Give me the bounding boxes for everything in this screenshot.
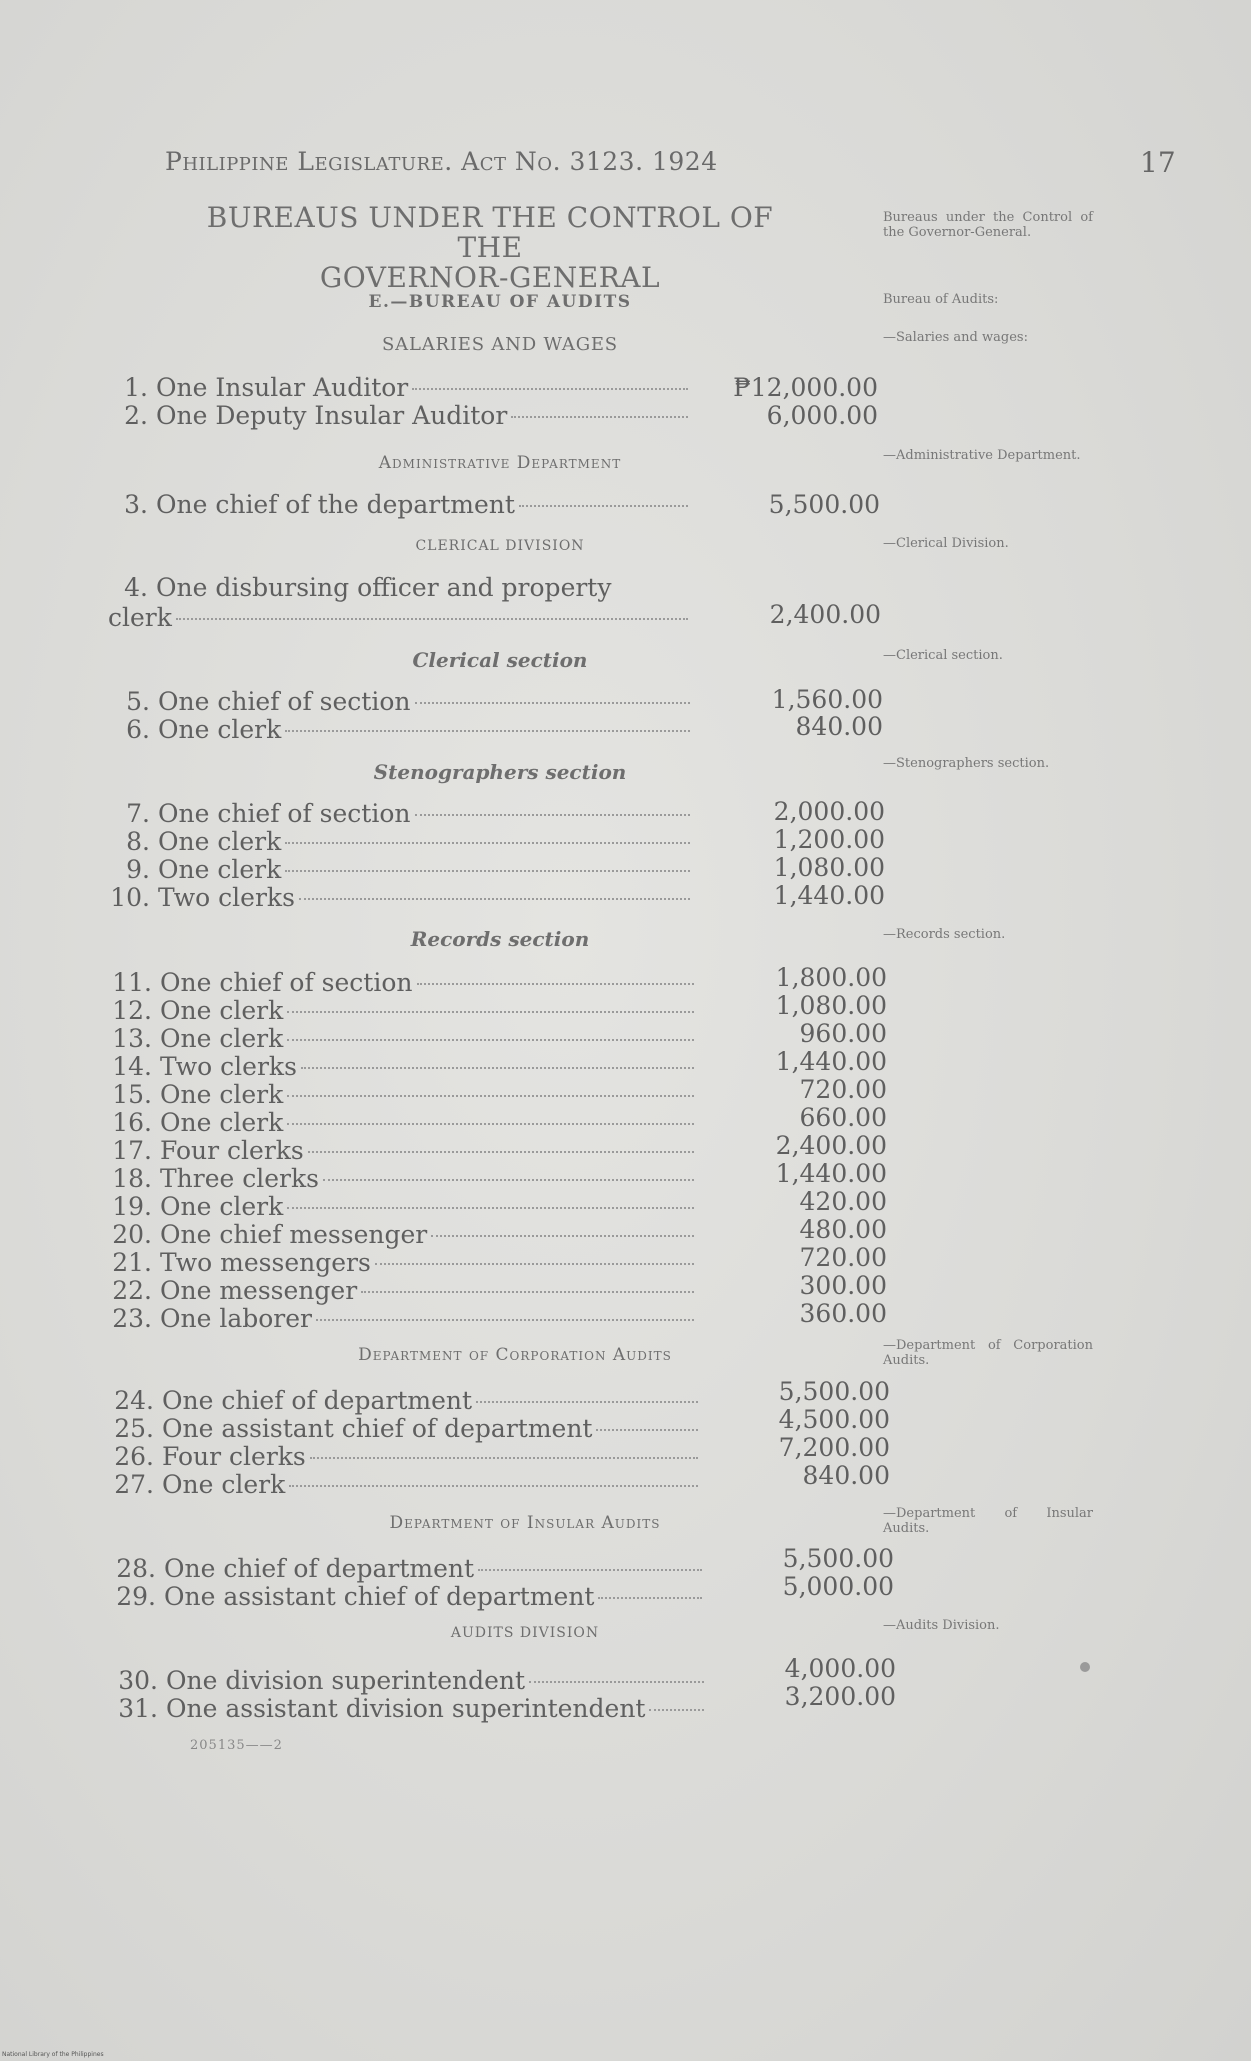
item-amount: 720.00	[799, 1243, 887, 1272]
item-amount: 3,200.00	[784, 1682, 896, 1711]
item-number: 22.	[112, 1276, 152, 1305]
item-description: Two clerks	[158, 883, 295, 912]
item-description: One chief messenger	[160, 1220, 428, 1249]
item-number: 12.	[112, 996, 152, 1025]
item-description: One chief of the department	[156, 490, 515, 519]
item-description: One assistant chief of department	[164, 1582, 595, 1611]
dot-leader	[361, 1291, 694, 1293]
dot-leader	[412, 388, 688, 390]
item-amount: 4,500.00	[778, 1405, 890, 1434]
insular-audits-heading: Department of Insular Audits	[389, 1513, 661, 1533]
item-number: 26.	[114, 1442, 154, 1471]
item-description: One Insular Auditor	[156, 373, 409, 402]
list-item-continuation	[108, 604, 692, 632]
dot-leader	[529, 1681, 704, 1683]
item-description: Four clerks	[162, 1442, 306, 1471]
list-item	[102, 884, 694, 912]
list-item	[100, 402, 692, 430]
item-amount: 2,400.00	[769, 600, 881, 629]
list-item	[104, 1277, 698, 1305]
dot-leader	[299, 898, 690, 900]
item-amount: 300.00	[799, 1271, 887, 1300]
list-item	[102, 828, 694, 856]
item-number: 20.	[112, 1220, 152, 1249]
dot-leader	[316, 1319, 694, 1321]
item-number: 6.	[126, 715, 150, 744]
item-amount: 5,500.00	[778, 1377, 890, 1406]
dot-leader	[301, 1067, 694, 1069]
dot-leader	[287, 1011, 694, 1013]
list-item	[106, 1387, 702, 1415]
list-item	[104, 1137, 698, 1165]
scan-credit: National Library of the Philippines	[2, 2051, 104, 2058]
item-number: 4.	[124, 573, 148, 602]
item-amount: 6,000.00	[766, 401, 878, 430]
signature-mark: 205135——2	[190, 1738, 283, 1753]
item-amount: 360.00	[799, 1299, 887, 1328]
list-item	[100, 491, 692, 519]
list-item	[106, 1415, 702, 1443]
item-description: Two messengers	[160, 1248, 371, 1277]
item-amount: 840.00	[802, 1461, 890, 1490]
item-amount: 5,500.00	[782, 1544, 894, 1573]
item-number: 14.	[112, 1052, 152, 1081]
dot-leader	[287, 1095, 694, 1097]
item-number: 5.	[126, 687, 150, 716]
margin-note: —Audits Division.	[883, 1618, 1000, 1633]
item-amount: 1,440.00	[773, 881, 885, 910]
item-number: 2.	[124, 401, 148, 430]
list-item	[104, 969, 698, 997]
item-number: 21.	[112, 1248, 152, 1277]
item-amount: 1,080.00	[775, 991, 887, 1020]
item-number: 7.	[126, 799, 150, 828]
item-amount: 420.00	[799, 1187, 887, 1216]
item-number: 8.	[126, 827, 150, 856]
dot-leader	[415, 814, 690, 816]
records-section-heading: Records section	[410, 927, 590, 951]
item-number: 19.	[112, 1192, 152, 1221]
item-amount: 960.00	[799, 1019, 887, 1048]
dot-leader	[375, 1263, 694, 1265]
margin-note: Bureaus under the Control of the Governor-General.	[883, 210, 1093, 240]
item-number: 10.	[110, 883, 150, 912]
item-description: One chief of section	[158, 687, 411, 716]
item-amount: 5,000.00	[782, 1572, 894, 1601]
item-number: 17.	[112, 1136, 152, 1165]
item-amount: 7,200.00	[778, 1433, 890, 1462]
item-amount: 2,000.00	[773, 797, 885, 826]
item-number: 3.	[124, 490, 148, 519]
item-number: 16.	[112, 1108, 152, 1137]
item-number: 31.	[118, 1694, 158, 1723]
list-item	[100, 574, 692, 602]
list-item	[100, 374, 692, 402]
dot-leader	[431, 1235, 694, 1237]
item-amount: ₱12,000.00	[733, 373, 878, 402]
list-item	[110, 1667, 708, 1695]
list-item	[104, 1193, 698, 1221]
dot-leader	[476, 1401, 698, 1403]
item-description: One chief of department	[164, 1554, 475, 1583]
dot-leader	[519, 505, 688, 507]
list-item	[102, 800, 694, 828]
item-number: 28.	[116, 1554, 156, 1583]
list-item	[106, 1443, 702, 1471]
list-item	[102, 688, 694, 716]
item-description: Three clerks	[160, 1164, 319, 1193]
item-amount: 5,500.00	[768, 490, 880, 519]
list-item	[104, 1221, 698, 1249]
item-description: One chief of department	[162, 1386, 473, 1415]
stenographers-section-heading: Stenographers section	[373, 760, 627, 784]
list-item	[106, 1471, 702, 1499]
dot-leader	[310, 1457, 698, 1459]
item-number: 24.	[114, 1386, 154, 1415]
item-amount: 1,440.00	[775, 1047, 887, 1076]
margin-note: —Department of Corporation Audits.	[883, 1338, 1093, 1368]
dot-leader	[285, 730, 690, 732]
dot-leader	[417, 983, 694, 985]
item-amount: 1,560.00	[771, 685, 883, 714]
dot-leader	[287, 1207, 694, 1209]
list-item	[104, 1053, 698, 1081]
item-description: One chief of section	[158, 799, 411, 828]
list-item	[104, 1081, 698, 1109]
item-description: One messenger	[160, 1276, 358, 1305]
list-item	[104, 1109, 698, 1137]
margin-note: —Stenographers section.	[883, 756, 1050, 771]
item-description: One disbursing officer and property	[156, 573, 612, 602]
list-item	[108, 1583, 706, 1611]
item-number: 9.	[126, 855, 150, 884]
item-amount: 1,800.00	[775, 963, 887, 992]
item-number: 18.	[112, 1164, 152, 1193]
list-item	[104, 997, 698, 1025]
item-description: Four clerks	[160, 1136, 304, 1165]
dot-leader	[596, 1429, 698, 1431]
item-number: 1.	[124, 373, 148, 402]
item-description: One clerk	[160, 1108, 284, 1137]
item-number: 29.	[116, 1582, 156, 1611]
item-description: One clerk	[160, 1192, 284, 1221]
list-item	[104, 1165, 698, 1193]
margin-note: —Clerical Division.	[883, 536, 1009, 551]
clerical-division-heading: CLERICAL DIVISION	[415, 538, 585, 554]
item-description: One clerk	[158, 715, 282, 744]
audits-division-heading: AUDITS DIVISION	[450, 1625, 600, 1641]
item-description: One chief of section	[160, 968, 413, 997]
item-description: One clerk	[160, 996, 284, 1025]
dot-leader	[308, 1151, 694, 1153]
margin-note: Bureau of Audits:	[883, 292, 999, 307]
clerical-section-heading: Clerical section	[412, 648, 588, 672]
item-amount: 660.00	[799, 1103, 887, 1132]
dot-leader	[287, 1123, 694, 1125]
item-description: One clerk	[158, 827, 282, 856]
running-head: Philippine Legislature. Act No. 3123. 1924	[165, 147, 718, 176]
dot-leader	[415, 702, 690, 704]
list-item	[102, 716, 694, 744]
dot-leader	[598, 1597, 702, 1599]
dot-leader	[478, 1569, 702, 1571]
dot-leader	[287, 1039, 694, 1041]
dot-leader	[285, 870, 690, 872]
margin-note: —Records section.	[883, 927, 1006, 942]
page-number: 17	[1140, 146, 1176, 179]
item-description: One assistant division superintendent	[166, 1694, 646, 1723]
dot-leader	[289, 1485, 698, 1487]
item-number: 30.	[118, 1666, 158, 1695]
list-item	[104, 1305, 698, 1333]
dot-leader	[323, 1179, 694, 1181]
list-item	[104, 1249, 698, 1277]
scan-speck	[1080, 1662, 1090, 1672]
item-amount: 480.00	[799, 1215, 887, 1244]
item-amount: 1,080.00	[773, 853, 885, 882]
salaries-heading: SALARIES AND WAGES	[382, 334, 618, 355]
item-amount: 720.00	[799, 1075, 887, 1104]
item-description: One division superintendent	[166, 1666, 526, 1695]
item-description: One clerk	[162, 1470, 286, 1499]
margin-note: —Department of Insular Audits.	[883, 1506, 1093, 1536]
bureau-heading: E.—BUREAU OF AUDITS	[368, 292, 632, 312]
item-amount: 1,200.00	[773, 825, 885, 854]
item-description: One clerk	[158, 855, 282, 884]
margin-note: —Clerical section.	[883, 648, 1003, 663]
item-description: One Deputy Insular Auditor	[156, 401, 508, 430]
item-number: 27.	[114, 1470, 154, 1499]
list-item	[108, 1555, 706, 1583]
item-number: 15.	[112, 1080, 152, 1109]
dot-leader	[511, 416, 688, 418]
main-title	[170, 203, 810, 293]
item-amount: 4,000.00	[784, 1654, 896, 1683]
margin-note: —Salaries and wages:	[883, 330, 1028, 345]
item-number: 11.	[112, 968, 152, 997]
item-number: 25.	[114, 1414, 154, 1443]
list-item	[102, 856, 694, 884]
item-description: One clerk	[160, 1080, 284, 1109]
margin-note: —Administrative Department.	[883, 448, 1081, 463]
corporation-audits-heading: Department of Corporation Audits	[358, 1345, 672, 1365]
item-description: Two clerks	[160, 1052, 297, 1081]
dot-leader	[649, 1709, 704, 1711]
admin-department-heading: Administrative Department	[378, 453, 622, 473]
list-item	[104, 1025, 698, 1053]
item-description-continued: clerk	[108, 603, 172, 632]
item-amount: 2,400.00	[775, 1131, 887, 1160]
list-item	[110, 1695, 708, 1723]
item-number: 23.	[112, 1304, 152, 1333]
item-description: One assistant chief of department	[162, 1414, 593, 1443]
item-amount: 1,440.00	[775, 1159, 887, 1188]
item-number: 13.	[112, 1024, 152, 1053]
dot-leader	[176, 618, 688, 620]
item-amount: 840.00	[795, 712, 883, 741]
item-description: One clerk	[160, 1024, 284, 1053]
item-description: One laborer	[160, 1304, 312, 1333]
main-title-line-2: GOVERNOR-GENERAL	[319, 261, 661, 294]
main-title-line-1: BUREAUS UNDER THE CONTROL OF THE	[206, 201, 774, 264]
dot-leader	[285, 842, 690, 844]
